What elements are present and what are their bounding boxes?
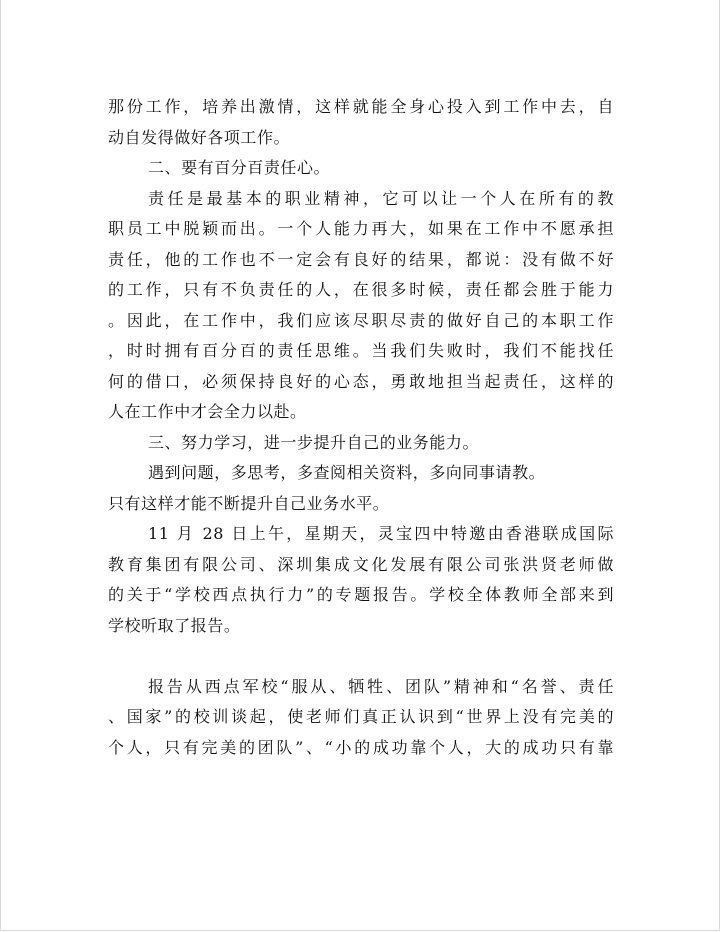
- text-line: 11 月 28 日上午，星期天，灵宝四中特邀由香港联成国际: [148, 524, 614, 543]
- text-line: 的工作，只有不负责任的人，在很多时候，责任都会胜于能力: [108, 280, 614, 299]
- blank-line: [108, 641, 614, 672]
- text-line: 教育集团有限公司、深圳集成文化发展有限公司张洪贤老师做: [108, 554, 614, 574]
- text-line: 责任，他的工作也不一定会有良好的结果，都说：没有做不好: [108, 249, 614, 269]
- text-line: 职员工中脱颖而出。一个人能力再大，如果在工作中不愿承担: [108, 219, 614, 238]
- section-heading: 三、努力学习，进一步提升自己的业务能力。: [148, 432, 480, 452]
- text-line: 那份工作，培养出激情，这样就能全身心投入到工作中去，自: [108, 97, 614, 116]
- text-line: 。因此，在工作中，我们应该尽职尽责的做好自己的本职工作: [108, 310, 614, 330]
- text-line: 遇到问题，多思考，多查阅相关资料，多向同事请教。: [148, 463, 546, 482]
- text-line: 报告从西点军校“服从、牺牲、团队”精神和“名誉、责任: [148, 676, 614, 696]
- text-line: 、国家”的校训谈起，使老师们真正认识到“世界上没有完美的: [108, 707, 614, 726]
- text-line: ，时时拥有百分百的责任思维。当我们失败时，我们不能找任: [108, 341, 614, 360]
- section-heading: 二、要有百分百责任心。: [148, 158, 331, 177]
- text-line: 学校听取了报告。: [108, 615, 241, 635]
- text-line: 的关于“学校西点执行力”的专题报告。学校全体教师全部来到: [108, 585, 614, 604]
- text-line: 人在工作中才会全力以赴。: [108, 402, 307, 421]
- text-line: 只有这样才能不断提升自己业务水平。: [108, 493, 390, 513]
- text-line: 何的借口，必须保持良好的心态，勇敢地担当起责任，这样的: [108, 371, 614, 391]
- text-line: 责任是最基本的职业精神，它可以让一个人在所有的教: [148, 188, 614, 208]
- text-line: 个人，只有完美的团队”、“小的成功靠个人，大的成功只有靠: [108, 737, 614, 757]
- document-body: [108, 92, 614, 763]
- text-line: 动自发得做好各项工作。: [108, 127, 291, 147]
